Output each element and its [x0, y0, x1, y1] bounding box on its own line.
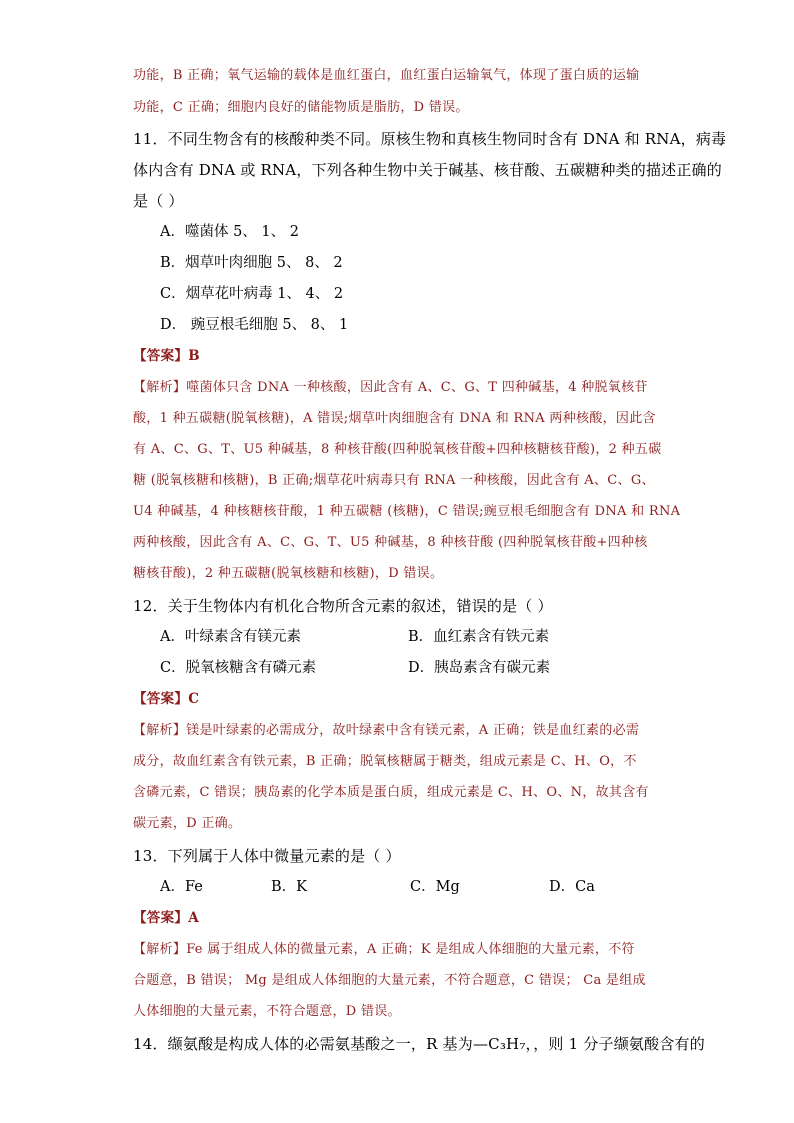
explanation-line: 功能，B 正确；氧气运输的载体是血红蛋白，血红蛋白运输氧气，体现了蛋白质的运输 — [133, 68, 640, 83]
question-11-stem: 体内含有 DNA 或 RNA，下列各种生物中关于碱基、核苷酸、五碳糖种类的描述正确的 — [133, 161, 722, 179]
question-11-explanation: U4 种碱基，4 种核糖核苷酸，1 种五碳糖 (核糖)，C 错误;豌豆根毛细胞含有 DNA 和 RNA — [133, 504, 681, 519]
question-12-option-d: D．胰岛素含有碳元素 — [408, 660, 551, 676]
question-11-explanation: 【解析】噬菌体只含 DNA 一种核酸，因此含有 A、C、G、T 四种碱基，4 种脱氧核苷 — [133, 380, 648, 395]
question-13-option-a: A．Fe — [160, 879, 203, 895]
question-13-answer: 【答案】A — [133, 910, 199, 926]
question-11-explanation: 糖 (脱氧核糖和核糖)，B 正确;烟草花叶病毒只有 RNA 一种核酸，因此含有 A、C、G、 — [133, 473, 655, 488]
question-13-stem: 13．下列属于人体中微量元素的是（ ） — [133, 847, 401, 865]
question-11-option-a: A．噬菌体 5、 1、 2 — [160, 224, 299, 240]
question-11-option-d: D． 豌豆根毛细胞 5、 8、 1 — [160, 317, 349, 333]
question-11-stem: 是（ ） — [133, 192, 184, 210]
question-13-option-b: B．K — [271, 879, 307, 895]
question-12-explanation: 碳元素，D 正确。 — [133, 816, 242, 831]
question-13-explanation: 人体细胞的大量元素，不符合题意，D 错误。 — [133, 1004, 401, 1019]
question-11-explanation: 有 A、C、G、T、U5 种碱基，8 种核苷酸(四种脱氧核苷酸+四种核糖核苷酸)，2 种五碳 — [133, 442, 662, 457]
question-11-explanation: 酸，1 种五碳糖(脱氧核糖)，A 错误;烟草叶肉细胞含有 DNA 和 RNA 两种核酸，因此含 — [133, 411, 656, 426]
question-12-stem: 12．关于生物体内有机化合物所含元素的叙述，错误的是（ ） — [133, 597, 553, 615]
question-12-option-b: B．血红素含有铁元素 — [408, 629, 550, 645]
question-14-stem: 14．缬氨酸是构成人体的必需氨基酸之一，R 基为—C₃H₇，，则 1 分子缬氨酸含有的 — [133, 1035, 705, 1053]
question-13-explanation: 【解析】Fe 属于组成人体的微量元素，A 正确；K 是组成人体细胞的大量元素，不符 — [133, 942, 635, 957]
question-11-explanation: 糖核苷酸)，2 种五碳糖(脱氧核糖和核糖)，D 错误。 — [133, 566, 444, 581]
question-11-option-b: B．烟草叶肉细胞 5、 8、 2 — [160, 255, 343, 271]
question-11-answer: 【答案】B — [133, 348, 200, 364]
question-12-option-a: A．叶绿素含有镁元素 — [160, 629, 301, 645]
question-12-explanation: 【解析】镁是叶绿素的必需成分，故叶绿素中含有镁元素，A 正确；铁是血红素的必需 — [133, 723, 640, 738]
question-11-stem: 11．不同生物含有的核酸种类不同。原核生物和真核生物同时含有 DNA 和 RNA，病毒 — [133, 130, 727, 148]
question-12-option-c: C．脱氧核糖含有磷元素 — [160, 660, 317, 676]
question-13-option-c: C．Mg — [410, 879, 460, 895]
question-11-explanation: 两种核酸，因此含有 A、C、G、T、U5 种碱基，8 种核苷酸 (四种脱氧核苷酸+四种核 — [133, 535, 648, 550]
question-13-explanation: 合题意，B 错误； Mg 是组成人体细胞的大量元素，不符合题意，C 错误； Ca 是组成 — [133, 973, 646, 988]
question-12-explanation: 成分，故血红素含有铁元素，B 正确；脱氧核糖属于糖类，组成元素是 C、H、O，不 — [133, 754, 637, 769]
question-11-option-c: C．烟草花叶病毒 1、 4、 2 — [160, 286, 344, 302]
question-12-answer: 【答案】C — [133, 691, 200, 707]
explanation-line: 功能，C 正确；细胞内良好的储能物质是脂肪，D 错误。 — [133, 100, 469, 115]
question-13-option-d: D．Ca — [549, 879, 595, 895]
question-12-explanation: 含磷元素，C 错误；胰岛素的化学本质是蛋白质，组成元素是 C、H、O、N，故其含有 — [133, 785, 649, 800]
